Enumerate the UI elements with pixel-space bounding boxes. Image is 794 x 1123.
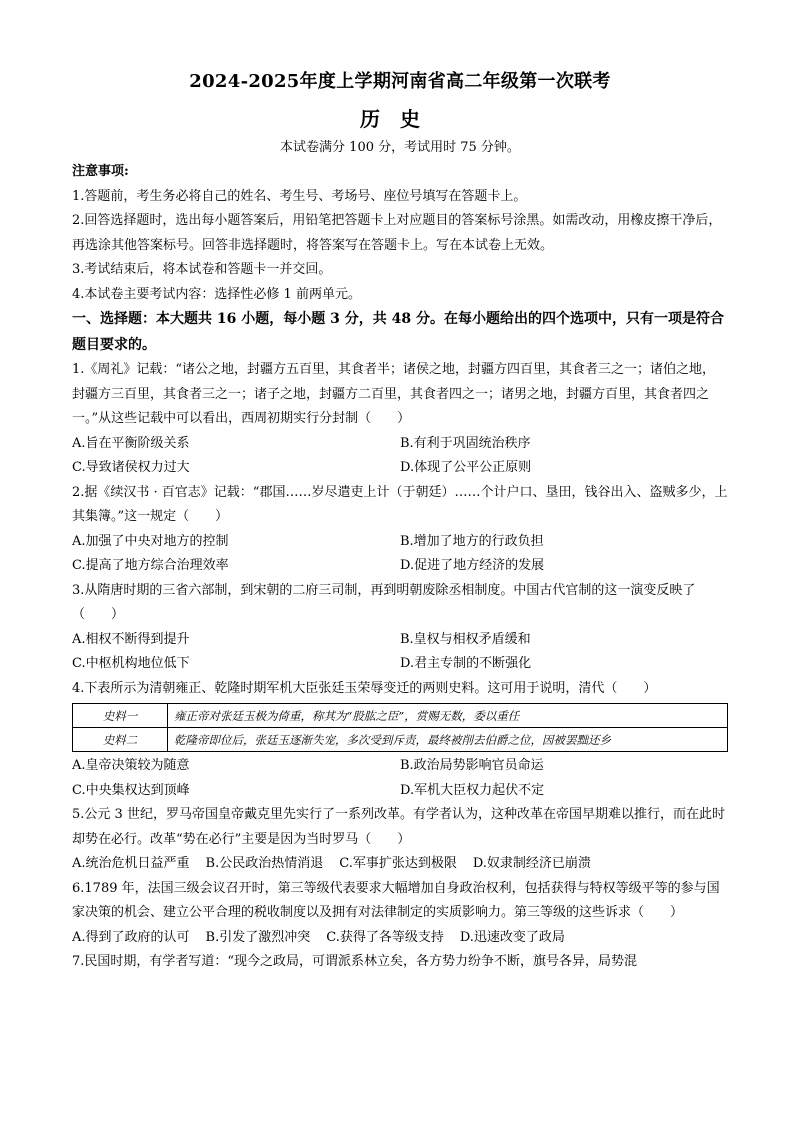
question-stem: 2.据《续汉书 · 百官志》记载：“郡国……岁尽遣吏上计（于朝廷）……个计户口、垦田，钱谷出入、盗贼多少，上其集簿。”这一规定（ ） <box>72 484 728 524</box>
option: B.皇权与相权矛盾缓和 <box>400 631 531 647</box>
question-stem: 3.从隋唐时期的三省六部制，到宋朝的二府三司制，再到明朝废除丞相制度。中国古代官制的这一演变反映了（ ） <box>72 582 696 622</box>
option: A.旨在平衡阶级关系 <box>72 435 190 451</box>
table-cell-text: 雍正帝对张廷玉极为倚重，称其为“股肱之臣”，赏赐无数，委以重任 <box>168 704 728 728</box>
option: D.迅速改变了政局 <box>459 929 565 945</box>
option: A.统治危机日益严重 <box>72 856 190 871</box>
question-stem: 4.下表所示为清朝雍正、乾隆时期军机大臣张廷玉荣辱变迁的两则史料。这可用于说明，清代（ ） <box>72 680 657 696</box>
option: D.军机大臣权力起伏不定 <box>400 782 545 798</box>
option: A.皇帝决策较为随意 <box>72 758 190 773</box>
exam-content <box>72 70 728 975</box>
notice-item: 1.答题前，考生务必将自己的姓名、考生号、考场号、座位号填写在答题卡上。 <box>72 188 527 204</box>
option: B.有利于巩固统治秩序 <box>400 435 531 451</box>
section-title: 一、选择题：本大题共 16 小题，每小题 3 分，共 48 分。在每小题给出的四个选项中，只有一项是符合题目要求的。 <box>72 311 724 353</box>
question-options <box>72 628 728 677</box>
option: C.获得了各等级支持 <box>326 929 444 945</box>
option: D.奴隶制经济已崩溃 <box>472 856 591 871</box>
notice-item: 3.考试结束后，将本试卷和答题卡一并交回。 <box>72 262 332 277</box>
option: D.君主专制的不断强化 <box>400 656 532 671</box>
notice-item: 4.本试卷主要考试内容：选择性必修 1 前两单元。 <box>72 286 361 302</box>
table-row <box>73 728 728 752</box>
option: D.促进了地方经济的发展 <box>400 558 545 573</box>
table-cell-text: 乾隆帝即位后，张廷玉逐渐失宠，多次受到斥责，最终被削去伯爵之位，因被罢黜还乡 <box>168 728 728 752</box>
option: B.引发了激烈冲突 <box>205 929 311 945</box>
option: B.公民政治热情消退 <box>205 856 324 871</box>
notice-title: 注意事项: <box>72 164 129 179</box>
option: A.相权不断得到提升 <box>72 631 190 647</box>
table-row <box>73 704 728 728</box>
exam-info: 本试卷满分 100 分，考试用时 75 分钟。 <box>280 140 520 155</box>
question-options <box>72 754 728 803</box>
source-table <box>72 703 728 752</box>
option: C.军事扩张达到极限 <box>339 856 457 871</box>
question-options <box>72 926 728 951</box>
option: D.体现了公平公正原则 <box>400 460 532 475</box>
option: C.中枢机构地位低下 <box>72 656 190 671</box>
question-stem: 6.1789 年，法国三级会议召开时，第三等级代表要求大幅增加自身政治权利，包括获得与特权等级平等的参与国家决策的机会、建立公平合理的税收制度以及拥有对法律制定的实质影响力。第三等级的这些诉求（ ） <box>72 880 720 920</box>
option: C.导致诸侯权力过大 <box>72 460 190 475</box>
question-options <box>72 432 728 481</box>
option: B.增加了地方的行政负担 <box>400 533 544 549</box>
option: C.提高了地方综合治理效率 <box>72 558 229 573</box>
question-stem: 1.《周礼》记载：“诸公之地，封疆方五百里，其食者半；诸侯之地，封疆方四百里，其食者三之一；诸伯之地，封疆方三百里，其食者三之一；诸子之地，封疆方二百里，其食者四之一；诸男之地，封疆方百里，其食者四之一。”从这些记载中可以看出，西周初期实行分封制（ ） <box>72 362 716 426</box>
table-cell-label: 史料二 <box>73 728 168 752</box>
option: A.得到了政府的认可 <box>72 929 190 945</box>
exam-title: 2024-2025年度上学期河南省高二年级第一次联考 <box>189 71 611 92</box>
table-cell-label: 史料一 <box>73 704 168 728</box>
option: A.加强了中央对地方的控制 <box>72 533 229 549</box>
question-stem: 7.民国时期，有学者写道：“现今之政局，可谓派系林立矣，各方势力纷争不断，旗号各异，局势混 <box>72 954 638 969</box>
question-options <box>72 852 728 877</box>
question-options <box>72 530 728 579</box>
option: B.政治局势影响官员命运 <box>400 758 544 773</box>
option: C.中央集权达到顶峰 <box>72 782 190 798</box>
notice-item: 2.回答选择题时，选出每小题答案后，用铅笔把答题卡上对应题目的答案标号涂黑。如需改动，用橡皮擦干净后，再选涂其他答案标号。回答非选择题时，将答案写在答题卡上。写在本试卷上无效。 <box>72 213 722 253</box>
question-stem: 5.公元 3 世纪，罗马帝国皇帝戴克里先实行了一系列改革。有学者认为，这种改革在帝国早期难以推行，而在此时却势在必行。改革“势在必行”主要是因为当时罗马（ ） <box>72 807 725 847</box>
subject-title: 历史 <box>360 107 440 131</box>
